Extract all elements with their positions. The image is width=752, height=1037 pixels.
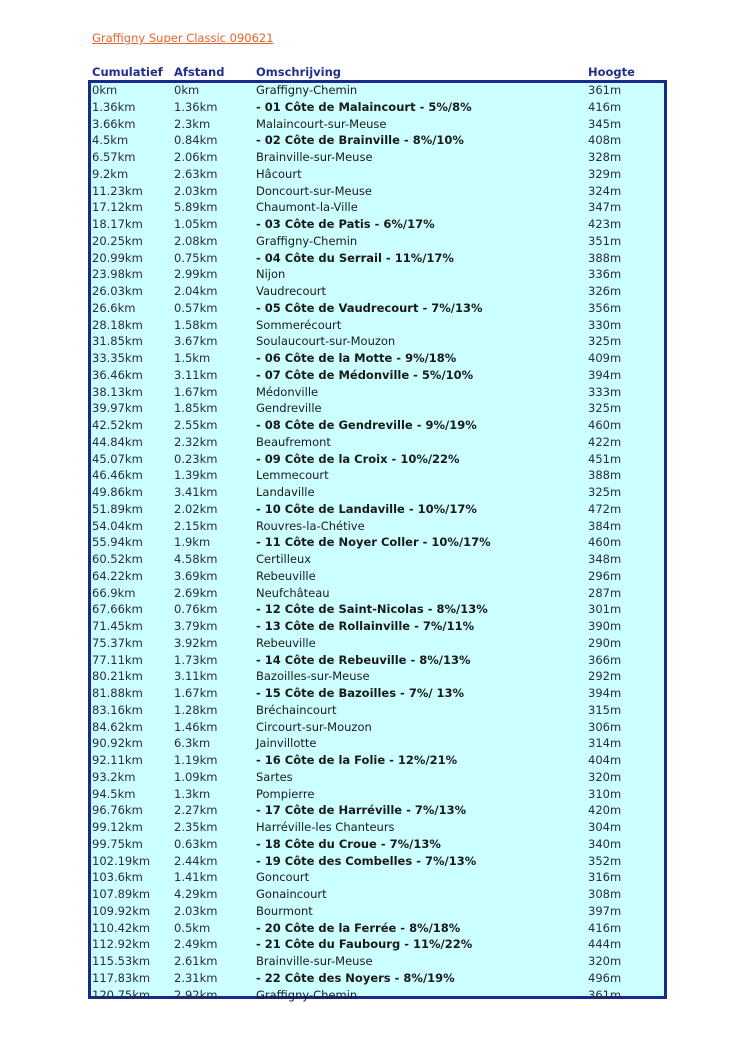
cell-afstand: 0.63km (174, 836, 218, 851)
cell-hoogte: 301m (588, 602, 622, 617)
cell-afstand: 3.67km (174, 334, 218, 349)
cell-afstand: 0.5km (174, 920, 211, 935)
cell-afstand: 1.36km (174, 99, 218, 114)
cell-afstand: 1.73km (174, 652, 218, 667)
cell-cumulatief: 26.6km (92, 300, 136, 315)
cell-afstand: 2.44km (174, 853, 218, 868)
cell-afstand: 0.84km (174, 133, 218, 148)
table-row-climb (0, 451, 752, 468)
cell-cumulatief: 109.92km (92, 903, 151, 918)
cell-omschrijving: Harréville-les Chanteurs (256, 820, 395, 834)
table-row (0, 903, 752, 920)
cell-omschrijving: - 13 Côte de Rollainville - 7%/11% (256, 619, 475, 633)
cell-hoogte: 324m (588, 183, 622, 198)
cell-omschrijving: Jainvillotte (256, 736, 317, 751)
cell-hoogte: 388m (588, 250, 622, 265)
table-row-climb (0, 685, 752, 702)
cell-hoogte: 316m (588, 870, 622, 885)
cell-omschrijving: - 18 Côte du Croue - 7%/13% (256, 836, 441, 851)
cell-omschrijving: Hâcourt (256, 166, 302, 181)
cell-cumulatief: 80.21km (92, 669, 143, 684)
cell-afstand: 2.3km (174, 116, 211, 131)
cell-omschrijving: Neufchâteau (256, 585, 330, 600)
table-row (0, 199, 752, 216)
table-row-climb (0, 836, 752, 853)
cell-afstand: 1.41km (174, 870, 218, 885)
cell-cumulatief: 83.16km (92, 702, 143, 717)
cell-omschrijving: - 05 Côte de Vaudrecourt - 7%/13% (256, 300, 483, 315)
cell-omschrijving: Goncourt (256, 870, 310, 885)
cell-hoogte: 326m (588, 284, 622, 298)
cell-cumulatief: 49.86km (92, 485, 143, 499)
cell-omschrijving: - 20 Côte de la Ferrée - 8%/18% (256, 920, 461, 935)
cell-hoogte: 460m (588, 418, 622, 432)
cell-omschrijving: - 12 Côte de Saint-Nicolas - 8%/13% (256, 602, 488, 617)
cell-cumulatief: 55.94km (92, 535, 143, 550)
table-row (0, 568, 752, 585)
cell-omschrijving: - 09 Côte de la Croix - 10%/22% (256, 451, 460, 466)
cell-cumulatief: 93.2km (92, 769, 136, 784)
cell-hoogte: 409m (588, 351, 622, 365)
cell-omschrijving: - 10 Côte de Landaville - 10%/17% (256, 501, 477, 516)
cell-cumulatief: 42.52km (92, 418, 143, 432)
cell-cumulatief: 39.97km (92, 401, 143, 416)
cell-afstand: 2.03km (174, 183, 218, 198)
cell-omschrijving: Lemmecourt (256, 468, 329, 483)
cell-hoogte: 384m (588, 518, 622, 533)
table-row-climb (0, 216, 752, 233)
cell-hoogte: 352m (588, 853, 622, 868)
cell-hoogte: 460m (588, 535, 622, 550)
cell-afstand: 1.9km (174, 535, 211, 550)
table-row-climb (0, 534, 752, 551)
cell-hoogte: 325m (588, 401, 622, 416)
cell-omschrijving: Médonville (256, 384, 319, 399)
cell-afstand: 2.27km (174, 803, 218, 818)
cell-omschrijving: Rebeuville (256, 568, 316, 583)
cell-afstand: 4.29km (174, 887, 218, 901)
cell-afstand: 1.67km (174, 686, 218, 700)
cell-omschrijving: Soulaucourt-sur-Mouzon (256, 334, 396, 349)
table-row (0, 149, 752, 166)
cell-afstand: 1.46km (174, 719, 218, 734)
cell-afstand: 2.02km (174, 501, 218, 516)
table-row (0, 283, 752, 300)
cell-afstand: 1.85km (174, 401, 218, 416)
table-row (0, 551, 752, 568)
cell-cumulatief: 51.89km (92, 501, 143, 516)
cell-afstand: 1.67km (174, 384, 218, 399)
cell-omschrijving: Vaudrecourt (256, 284, 327, 298)
cell-cumulatief: 84.62km (92, 719, 143, 734)
cell-omschrijving: Bazoilles-sur-Meuse (256, 669, 370, 684)
table-row-climb (0, 367, 752, 384)
cell-cumulatief: 38.13km (92, 384, 143, 399)
cell-omschrijving: Landaville (256, 485, 315, 499)
header-hoogte: Hoogte (588, 65, 635, 79)
cell-omschrijving: Gonaincourt (256, 887, 327, 901)
cell-hoogte: 420m (588, 803, 622, 818)
cell-omschrijving: Circourt-sur-Mouzon (256, 719, 372, 734)
table-row (0, 702, 752, 719)
table-row (0, 735, 752, 752)
cell-omschrijving: - 17 Côte de Harréville - 7%/13% (256, 803, 467, 818)
cell-hoogte: 361m (588, 83, 622, 97)
cell-afstand: 3.92km (174, 635, 218, 650)
cell-hoogte: 287m (588, 585, 622, 600)
table-row (0, 384, 752, 401)
cell-hoogte: 304m (588, 820, 622, 834)
table-row (0, 869, 752, 886)
cell-afstand: 1.3km (174, 786, 211, 801)
cell-cumulatief: 11.23km (92, 183, 143, 198)
cell-afstand: 2.35km (174, 820, 218, 834)
table-row (0, 333, 752, 350)
cell-cumulatief: 110.42km (92, 920, 151, 935)
cell-hoogte: 390m (588, 619, 622, 633)
document-title: Graffigny Super Classic 090621 (92, 31, 274, 45)
cell-hoogte: 333m (588, 384, 622, 399)
table-row (0, 166, 752, 183)
cell-hoogte: 394m (588, 367, 622, 382)
cell-afstand: 3.79km (174, 619, 218, 633)
cell-omschrijving: Pompierre (256, 786, 315, 801)
cell-omschrijving: Bourmont (256, 903, 313, 918)
cell-hoogte: 315m (588, 702, 622, 717)
cell-omschrijving: Malaincourt-sur-Meuse (256, 116, 387, 131)
table-row (0, 886, 752, 903)
table-row-climb (0, 99, 752, 116)
cell-afstand: 0.76km (174, 602, 218, 617)
cell-hoogte: 347m (588, 200, 622, 215)
cell-omschrijving: - 02 Côte de Brainville - 8%/10% (256, 133, 464, 148)
cell-afstand: 1.58km (174, 317, 218, 332)
cell-hoogte: 320m (588, 769, 622, 784)
table-row (0, 434, 752, 451)
cell-omschrijving: Gendreville (256, 401, 322, 416)
cell-hoogte: 351m (588, 233, 622, 248)
table-row (0, 668, 752, 685)
cell-cumulatief: 9.2km (92, 166, 129, 181)
cell-cumulatief: 26.03km (92, 284, 143, 298)
cell-cumulatief: 75.37km (92, 635, 143, 650)
table-row (0, 183, 752, 200)
cell-afstand: 1.39km (174, 468, 218, 483)
cell-cumulatief: 103.6km (92, 870, 143, 885)
cell-omschrijving: - 16 Côte de la Folie - 12%/21% (256, 753, 458, 767)
table-row (0, 233, 752, 250)
cell-cumulatief: 17.12km (92, 200, 143, 215)
cell-cumulatief: 107.89km (92, 887, 151, 901)
cell-afstand: 2.03km (174, 903, 218, 918)
cell-afstand: 1.19km (174, 753, 218, 767)
cell-hoogte: 408m (588, 133, 622, 148)
cell-afstand: 2.04km (174, 284, 218, 298)
table-row-climb (0, 853, 752, 870)
cell-afstand: 0.75km (174, 250, 218, 265)
cell-cumulatief: 18.17km (92, 217, 143, 231)
cell-hoogte: 310m (588, 786, 622, 801)
cell-cumulatief: 96.76km (92, 803, 143, 818)
table-row-climb (0, 250, 752, 267)
cell-afstand: 1.05km (174, 217, 218, 231)
cell-hoogte: 308m (588, 887, 622, 901)
cell-afstand: 2.15km (174, 518, 218, 533)
cell-hoogte: 361m (588, 987, 622, 1002)
cell-cumulatief: 20.25km (92, 233, 143, 248)
cell-cumulatief: 45.07km (92, 451, 143, 466)
cell-cumulatief: 54.04km (92, 518, 143, 533)
cell-omschrijving: Brainville-sur-Meuse (256, 954, 373, 968)
cell-hoogte: 336m (588, 267, 622, 282)
cell-hoogte: 366m (588, 652, 622, 667)
cell-hoogte: 314m (588, 736, 622, 751)
cell-afstand: 3.41km (174, 485, 218, 499)
cell-hoogte: 329m (588, 166, 622, 181)
cell-hoogte: 496m (588, 970, 622, 985)
cell-cumulatief: 71.45km (92, 619, 143, 633)
table-row (0, 786, 752, 803)
cell-afstand: 2.08km (174, 233, 218, 248)
cell-afstand: 5.89km (174, 200, 218, 215)
cell-afstand: 2.49km (174, 937, 218, 952)
cell-hoogte: 394m (588, 686, 622, 700)
cell-hoogte: 325m (588, 334, 622, 349)
table-row-climb (0, 601, 752, 618)
table-row (0, 719, 752, 736)
cell-hoogte: 290m (588, 635, 622, 650)
table-row-climb (0, 936, 752, 953)
cell-hoogte: 397m (588, 903, 622, 918)
cell-afstand: 0.57km (174, 300, 218, 315)
table-row (0, 82, 752, 99)
table-row-climb (0, 618, 752, 635)
cell-cumulatief: 20.99km (92, 250, 143, 265)
table-row (0, 266, 752, 283)
table-row-climb (0, 132, 752, 149)
table-row-climb (0, 300, 752, 317)
cell-afstand: 2.32km (174, 434, 218, 449)
table-row-climb (0, 752, 752, 769)
cell-cumulatief: 0km (92, 83, 118, 97)
cell-cumulatief: 46.46km (92, 468, 143, 483)
cell-omschrijving: Brainville-sur-Meuse (256, 150, 373, 164)
header-cumulatief: Cumulatief (92, 65, 163, 79)
table-row-climb (0, 417, 752, 434)
table-row-climb (0, 501, 752, 518)
cell-hoogte: 388m (588, 468, 622, 483)
cell-hoogte: 296m (588, 568, 622, 583)
cell-afstand: 4.58km (174, 552, 218, 566)
cell-cumulatief: 99.12km (92, 820, 143, 834)
cell-omschrijving: Sartes (256, 769, 293, 784)
cell-afstand: 2.31km (174, 970, 218, 985)
cell-afstand: 1.09km (174, 769, 218, 784)
header-omschrijving: Omschrijving (256, 65, 342, 79)
cell-cumulatief: 102.19km (92, 853, 151, 868)
cell-afstand: 2.99km (174, 267, 218, 282)
cell-cumulatief: 77.11km (92, 652, 143, 667)
table-row (0, 769, 752, 786)
cell-cumulatief: 44.84km (92, 434, 143, 449)
cell-cumulatief: 64.22km (92, 568, 143, 583)
cell-cumulatief: 1.36km (92, 99, 136, 114)
cell-afstand: 2.61km (174, 954, 218, 968)
cell-omschrijving: - 19 Côte des Combelles - 7%/13% (256, 853, 477, 868)
cell-hoogte: 423m (588, 217, 622, 231)
cell-afstand: 3.11km (174, 367, 218, 382)
cell-cumulatief: 66.9km (92, 585, 136, 600)
cell-cumulatief: 117.83km (92, 970, 151, 985)
table-row (0, 116, 752, 133)
table-row (0, 953, 752, 970)
cell-omschrijving: - 14 Côte de Rebeuville - 8%/13% (256, 652, 471, 667)
table-row (0, 635, 752, 652)
cell-cumulatief: 115.53km (92, 954, 151, 968)
cell-hoogte: 416m (588, 920, 622, 935)
cell-omschrijving: - 11 Côte de Noyer Coller - 10%/17% (256, 535, 491, 550)
cell-omschrijving: Graffigny-Chemin (256, 987, 358, 1002)
table-row (0, 819, 752, 836)
cell-hoogte: 340m (588, 836, 622, 851)
cell-afstand: 2.92km (174, 987, 218, 1002)
cell-omschrijving: Graffigny-Chemin (256, 233, 358, 248)
cell-afstand: 2.63km (174, 166, 218, 181)
table-row (0, 585, 752, 602)
table-row (0, 518, 752, 535)
cell-cumulatief: 99.75km (92, 836, 143, 851)
cell-omschrijving: Nijon (256, 267, 286, 282)
cell-cumulatief: 4.5km (92, 133, 129, 148)
cell-cumulatief: 92.11km (92, 753, 143, 767)
cell-omschrijving: - 01 Côte de Malaincourt - 5%/8% (256, 99, 472, 114)
cell-afstand: 6.3km (174, 736, 211, 751)
cell-omschrijving: - 08 Côte de Gendreville - 9%/19% (256, 418, 477, 432)
cell-omschrijving: Bréchaincourt (256, 702, 337, 717)
cell-cumulatief: 81.88km (92, 686, 143, 700)
cell-hoogte: 416m (588, 99, 622, 114)
table-row-climb (0, 652, 752, 669)
table-row (0, 317, 752, 334)
cell-hoogte: 325m (588, 485, 622, 499)
cell-omschrijving: Graffigny-Chemin (256, 83, 358, 97)
cell-cumulatief: 33.35km (92, 351, 143, 365)
cell-cumulatief: 67.66km (92, 602, 143, 617)
cell-hoogte: 472m (588, 501, 622, 516)
table-row (0, 467, 752, 484)
table-row (0, 987, 752, 1004)
cell-hoogte: 356m (588, 300, 622, 315)
cell-hoogte: 320m (588, 954, 622, 968)
cell-hoogte: 451m (588, 451, 622, 466)
cell-hoogte: 444m (588, 937, 622, 952)
table-row-climb (0, 350, 752, 367)
cell-afstand: 1.28km (174, 702, 218, 717)
cell-omschrijving: - 15 Côte de Bazoilles - 7%/ 13% (256, 686, 465, 700)
table-row (0, 484, 752, 501)
cell-omschrijving: - 03 Côte de Patis - 6%/17% (256, 217, 435, 231)
cell-afstand: 2.55km (174, 418, 218, 432)
cell-cumulatief: 120.75km (92, 987, 151, 1002)
cell-hoogte: 292m (588, 669, 622, 684)
cell-afstand: 3.11km (174, 669, 218, 684)
cell-omschrijving: - 06 Côte de la Motte - 9%/18% (256, 351, 457, 365)
table-row-climb (0, 970, 752, 987)
cell-hoogte: 345m (588, 116, 622, 131)
cell-afstand: 0km (174, 83, 200, 97)
cell-cumulatief: 94.5km (92, 786, 136, 801)
table-row (0, 400, 752, 417)
cell-hoogte: 306m (588, 719, 622, 734)
route-table-rows (0, 82, 752, 1003)
cell-hoogte: 330m (588, 317, 622, 332)
table-row-climb (0, 802, 752, 819)
cell-cumulatief: 90.92km (92, 736, 143, 751)
cell-hoogte: 348m (588, 552, 622, 566)
cell-cumulatief: 6.57km (92, 150, 136, 164)
cell-afstand: 2.69km (174, 585, 218, 600)
cell-cumulatief: 3.66km (92, 116, 136, 131)
cell-omschrijving: Beaufremont (256, 434, 331, 449)
cell-omschrijving: Doncourt-sur-Meuse (256, 183, 372, 198)
cell-afstand: 3.69km (174, 568, 218, 583)
cell-cumulatief: 31.85km (92, 334, 143, 349)
cell-cumulatief: 112.92km (92, 937, 151, 952)
cell-omschrijving: Rebeuville (256, 635, 316, 650)
cell-afstand: 2.06km (174, 150, 218, 164)
column-headers (0, 65, 752, 79)
cell-cumulatief: 23.98km (92, 267, 143, 282)
cell-hoogte: 328m (588, 150, 622, 164)
cell-omschrijving: Sommerécourt (256, 317, 342, 332)
cell-omschrijving: Chaumont-la-Ville (256, 200, 358, 215)
cell-omschrijving: - 04 Côte du Serrail - 11%/17% (256, 250, 454, 265)
cell-omschrijving: - 07 Côte de Médonville - 5%/10% (256, 367, 474, 382)
cell-hoogte: 422m (588, 434, 622, 449)
cell-afstand: 1.5km (174, 351, 211, 365)
cell-omschrijving: Certilleux (256, 552, 312, 566)
cell-cumulatief: 36.46km (92, 367, 143, 382)
cell-afstand: 0.23km (174, 451, 218, 466)
header-afstand: Afstand (174, 65, 225, 79)
cell-cumulatief: 60.52km (92, 552, 143, 566)
cell-omschrijving: Rouvres-la-Chétive (256, 518, 365, 533)
table-row-climb (0, 920, 752, 937)
cell-hoogte: 404m (588, 753, 622, 767)
cell-omschrijving: - 21 Côte du Faubourg - 11%/22% (256, 937, 473, 952)
cell-cumulatief: 28.18km (92, 317, 143, 332)
cell-omschrijving: - 22 Côte des Noyers - 8%/19% (256, 970, 455, 985)
